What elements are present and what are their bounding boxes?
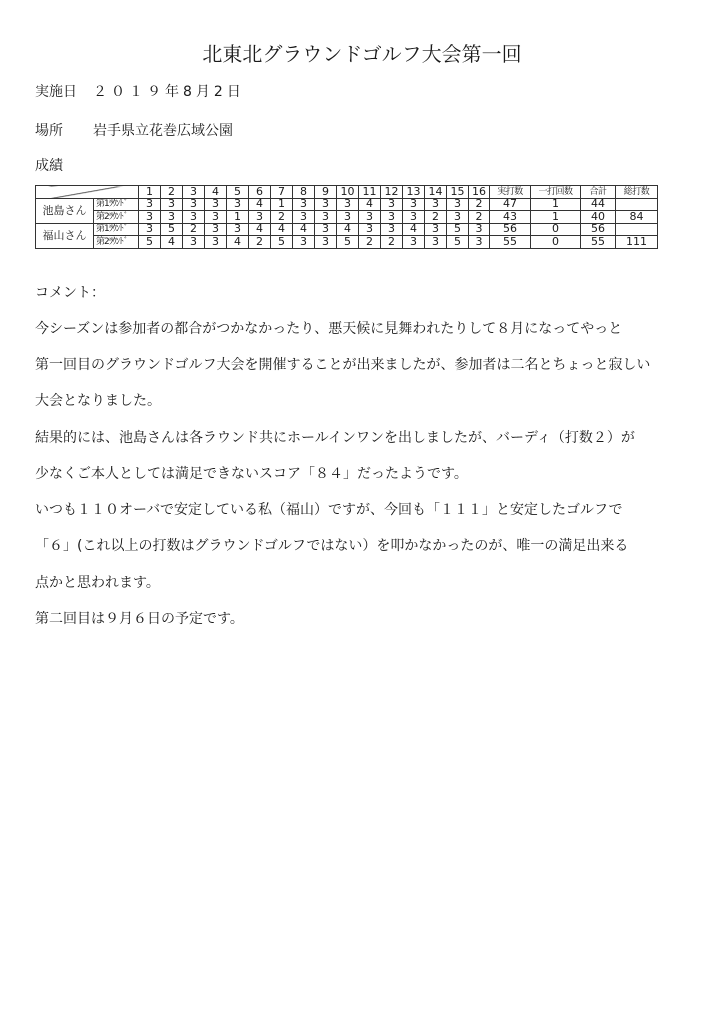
round-label: 第2ﾗｳﾝﾄﾞ (94, 211, 139, 224)
actual-strokes-cell: 56 (490, 223, 531, 236)
place-value: 岩手県立花巻広域公園 (93, 123, 233, 139)
grand-total-cell (616, 223, 658, 236)
total-cell: 55 (581, 236, 616, 249)
score-cell: 1 (227, 211, 249, 224)
score-cell: 3 (381, 223, 403, 236)
player-name: 池島さん (36, 198, 94, 223)
score-cell: 4 (293, 223, 315, 236)
score-cell: 3 (183, 236, 205, 249)
header-total: 合計 (581, 186, 616, 199)
header-hole-13: 13 (403, 186, 425, 199)
score-cell: 2 (381, 236, 403, 249)
results-heading: 成績 (35, 158, 63, 174)
score-table (35, 185, 658, 249)
header-hole-11: 11 (359, 186, 381, 199)
comment-line: 第二回目は９月６日の予定です。 (35, 611, 244, 627)
header-hole-3: 3 (183, 186, 205, 199)
score-cell: 3 (381, 198, 403, 211)
score-cell: 3 (315, 198, 337, 211)
score-cell: 3 (447, 211, 469, 224)
score-cell: 5 (139, 236, 161, 249)
place-row (35, 120, 233, 140)
score-cell: 3 (205, 211, 227, 224)
date-label: 実施日 (35, 84, 77, 100)
score-cell: 5 (447, 236, 469, 249)
score-cell: 4 (403, 223, 425, 236)
header-hole-2: 2 (161, 186, 183, 199)
score-cell: 3 (139, 198, 161, 211)
score-cell: 2 (359, 236, 381, 249)
header-hole-7: 7 (271, 186, 293, 199)
table-row (36, 198, 658, 211)
grand-total-cell: 84 (616, 211, 658, 224)
header-hole-12: 12 (381, 186, 403, 199)
score-cell: 3 (381, 211, 403, 224)
score-cell: 3 (183, 198, 205, 211)
score-cell: 3 (183, 211, 205, 224)
actual-strokes-cell: 47 (490, 198, 531, 211)
score-cell: 3 (403, 236, 425, 249)
hole-in-one-cell: 1 (531, 211, 581, 224)
score-cell: 5 (271, 236, 293, 249)
total-cell: 44 (581, 198, 616, 211)
comment-line: 点かと思われます。 (35, 575, 160, 591)
grand-total-cell: 111 (616, 236, 658, 249)
score-cell: 3 (227, 223, 249, 236)
comment-line: 大会となりました。 (35, 393, 161, 409)
total-cell: 40 (581, 211, 616, 224)
place-label: 場所 (35, 123, 63, 139)
header-hole-8: 8 (293, 186, 315, 199)
comment-line: 結果的には、池島さんは各ラウンド共にホールインワンを出しましたが、バーディ（打数２）が (35, 430, 635, 446)
diagonal-corner-cell (36, 186, 139, 199)
score-cell: 3 (205, 198, 227, 211)
score-cell: 2 (249, 236, 271, 249)
header-hole-10: 10 (337, 186, 359, 199)
comment-line: 少なくご本人としては満足できないスコア「８４」だったようです。 (35, 466, 468, 482)
header-hole-1: 1 (139, 186, 161, 199)
score-cell: 3 (293, 211, 315, 224)
player-name: 福山さん (36, 223, 94, 248)
header-actual-strokes: 実打数 (490, 186, 531, 199)
score-cell: 1 (271, 198, 293, 211)
table-row (36, 223, 658, 236)
table-row (36, 236, 658, 249)
header-hole-5: 5 (227, 186, 249, 199)
round-label: 第1ﾗｳﾝﾄﾞ (94, 223, 139, 236)
score-cell: 3 (315, 223, 337, 236)
score-cell: 3 (161, 198, 183, 211)
score-cell: 2 (271, 211, 293, 224)
score-cell: 3 (315, 211, 337, 224)
score-cell: 3 (293, 236, 315, 249)
hole-in-one-cell: 1 (531, 198, 581, 211)
score-cell: 3 (337, 198, 359, 211)
score-cell: 3 (227, 198, 249, 211)
score-cell: 3 (139, 223, 161, 236)
header-hole-6: 6 (249, 186, 271, 199)
score-cell: 3 (205, 223, 227, 236)
score-cell: 3 (469, 236, 490, 249)
header-hole-9: 9 (315, 186, 337, 199)
score-cell: 3 (403, 198, 425, 211)
comment-line: 「６」(これ以上の打数はグラウンドゴルフではない）を叩かなかったのが、唯一の満足出来る (35, 538, 629, 554)
table-row (36, 211, 658, 224)
score-cell: 5 (161, 223, 183, 236)
header-hole-4: 4 (205, 186, 227, 199)
score-cell: 3 (425, 236, 447, 249)
grand-total-cell (616, 198, 658, 211)
comment-line: 今シーズンは参加者の都合がつかなかったり、悪天候に見舞われたりして８月になってやっと (35, 321, 623, 337)
score-cell: 4 (271, 223, 293, 236)
table-header-row (36, 186, 658, 199)
score-cell: 4 (359, 198, 381, 211)
score-cell: 3 (425, 223, 447, 236)
score-cell: 3 (359, 223, 381, 236)
score-cell: 3 (447, 198, 469, 211)
score-cell: 3 (315, 236, 337, 249)
score-cell: 3 (425, 198, 447, 211)
document-title: 北東北グラウンドゴルフ大会第一回 (202, 42, 522, 66)
score-cell: 3 (359, 211, 381, 224)
score-cell: 4 (337, 223, 359, 236)
score-cell: 4 (227, 236, 249, 249)
header-hole-in-one-count: 一打回数 (531, 186, 581, 199)
score-cell: 3 (249, 211, 271, 224)
hole-in-one-cell: 0 (531, 223, 581, 236)
date-value: ２０１９年8月2日 (93, 84, 245, 100)
header-hole-16: 16 (469, 186, 490, 199)
score-cell: 3 (337, 211, 359, 224)
score-cell: 2 (469, 211, 490, 224)
score-cell: 2 (469, 198, 490, 211)
score-cell: 3 (205, 236, 227, 249)
score-cell: 3 (403, 211, 425, 224)
comment-heading: コメント： (35, 285, 105, 301)
comment-line: いつも１１０オーバで安定している私（福山）ですが、今回も「１１１」と安定したゴルフで (35, 502, 623, 518)
header-hole-15: 15 (447, 186, 469, 199)
score-cell: 5 (337, 236, 359, 249)
comment-line: 第一回目のグラウンドゴルフ大会を開催することが出来ましたが、参加者は二名とちょっと寂しい (35, 357, 651, 373)
total-cell: 56 (581, 223, 616, 236)
actual-strokes-cell: 55 (490, 236, 531, 249)
score-cell: 2 (425, 211, 447, 224)
date-row (35, 81, 245, 101)
score-cell: 3 (469, 223, 490, 236)
score-cell: 4 (249, 223, 271, 236)
score-cell: 4 (249, 198, 271, 211)
hole-in-one-cell: 0 (531, 236, 581, 249)
actual-strokes-cell: 43 (490, 211, 531, 224)
score-cell: 3 (139, 211, 161, 224)
score-cell: 3 (161, 211, 183, 224)
score-cell: 2 (183, 223, 205, 236)
header-hole-14: 14 (425, 186, 447, 199)
header-grand-total: 総打数 (616, 186, 658, 199)
score-cell: 3 (293, 198, 315, 211)
round-label: 第2ﾗｳﾝﾄﾞ (94, 236, 139, 249)
round-label: 第1ﾗｳﾝﾄﾞ (94, 198, 139, 211)
score-cell: 5 (447, 223, 469, 236)
score-cell: 4 (161, 236, 183, 249)
